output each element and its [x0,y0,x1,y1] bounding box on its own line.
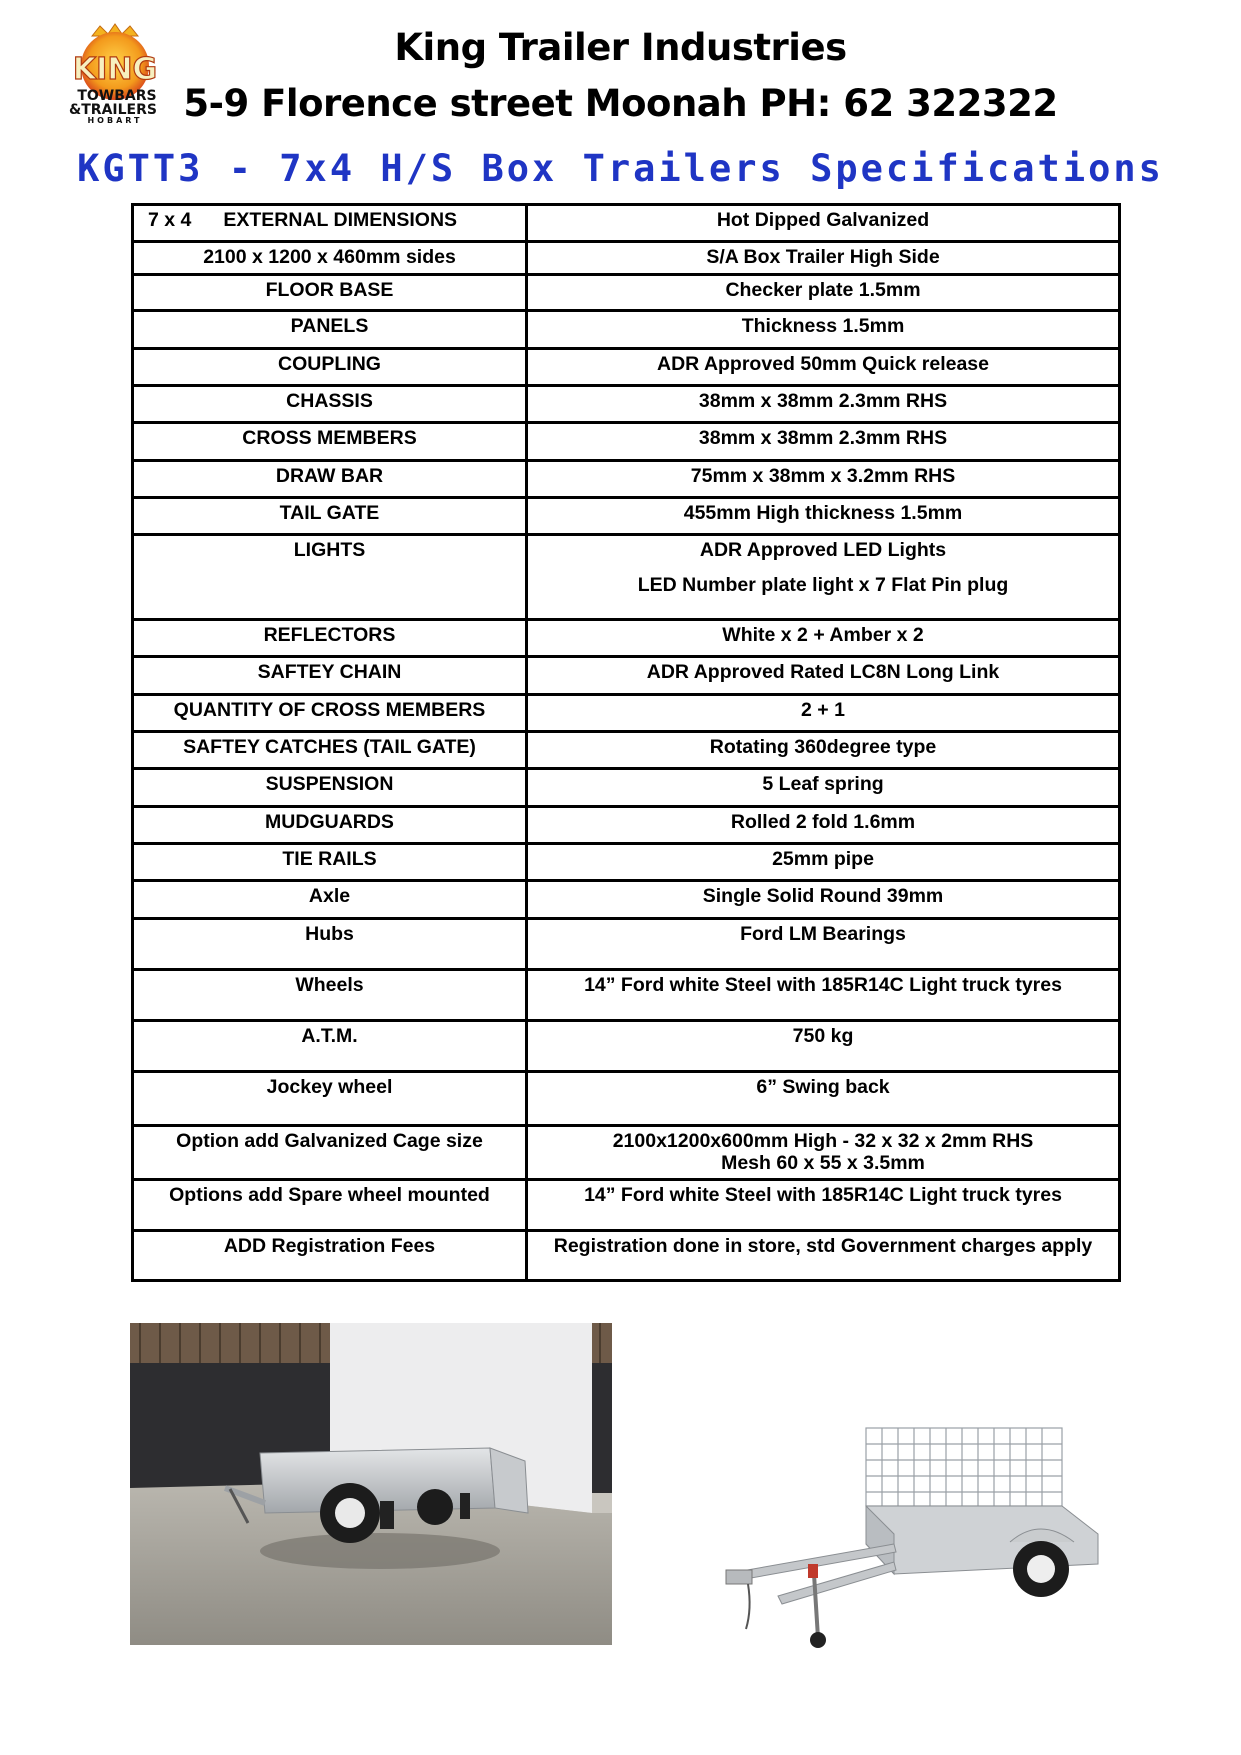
table-row [133,732,1120,769]
spec-value: 75mm x 38mm x 3.2mm RHS [527,461,1120,498]
spec-value: 25mm pipe [527,844,1120,881]
spec-label: Options add Spare wheel mounted [133,1180,527,1231]
spec-label: ADD Registration Fees [133,1231,527,1281]
spec-value: 38mm x 38mm 2.3mm RHS [527,386,1120,423]
spec-label: LIGHTS [133,535,527,620]
spec-value: Registration done in store, std Government charges apply [527,1231,1120,1281]
spec-label: Hubs [133,919,527,970]
spec-label: SAFTEY CATCHES (TAIL GATE) [133,732,527,769]
spec-value: 14” Ford white Steel with 185R14C Light truck tyres [527,1180,1120,1231]
box-trailer-photo [130,1323,612,1645]
spec-value: 5 Leaf spring [527,769,1120,807]
spec-label: 7 x 4 EXTERNAL DIMENSIONS [133,205,527,242]
company-name: King Trailer Industries [394,26,847,69]
table-row [133,1021,1120,1072]
logo-hobart-text: HOBART [87,116,143,124]
spec-value-line2: Mesh 60 x 55 x 3.5mm [721,1152,925,1174]
spec-value: 6” Swing back [527,1072,1120,1126]
spec-label: QUANTITY OF CROSS MEMBERS [133,695,527,732]
spec-label: Jockey wheel [133,1072,527,1126]
spec-table [131,203,1121,1282]
spec-label: CROSS MEMBERS [133,423,527,461]
table-row [133,1126,1120,1180]
spec-value: Rolled 2 fold 1.6mm [527,807,1120,844]
table-row [133,423,1120,461]
table-row [133,919,1120,970]
spec-label: Axle [133,881,527,919]
spec-label: MUDGUARDS [133,807,527,844]
spec-label: DRAW BAR [133,461,527,498]
table-row [133,881,1120,919]
spec-value: 2100x1200x600mm High - 32 x 32 x 2mm RHS Mesh 60 x 55 x 3.5mm [527,1126,1120,1180]
spec-value: ADR Approved Rated LC8N Long Link [527,657,1120,695]
spec-value: 14” Ford white Steel with 185R14C Light truck tyres [527,970,1120,1021]
spec-value: White x 2 + Amber x 2 [527,620,1120,657]
spec-label: TIE RAILS [133,844,527,881]
company-address: 5-9 Florence street Moonah PH: 62 322322 [183,82,1058,125]
table-row [133,657,1120,695]
table-row [133,386,1120,423]
table-row [133,242,1120,275]
spec-label: REFLECTORS [133,620,527,657]
spec-value: Checker plate 1.5mm [527,275,1120,311]
logo-trailers-text: &TRAILERS [69,102,157,118]
spec-value: 455mm High thickness 1.5mm [527,498,1120,535]
logo-towbars-text: TOWBARS [77,88,157,104]
table-row [133,349,1120,386]
spec-label: COUPLING [133,349,527,386]
spec-label: FLOOR BASE [133,275,527,311]
table-row [133,620,1120,657]
table-row [133,461,1120,498]
page-title: KGTT3 - 7x4 H/S Box Trailers Specifications [77,147,1164,190]
table-row [133,498,1120,535]
spec-label: A.T.M. [133,1021,527,1072]
spec-value: Thickness 1.5mm [527,311,1120,349]
spec-value: S/A Box Trailer High Side [527,242,1120,275]
spec-label: 2100 x 1200 x 460mm sides [133,242,527,275]
spec-value: 2 + 1 [527,695,1120,732]
logo-king-text: KING [72,52,158,87]
spec-value: ADR Approved 50mm Quick release [527,349,1120,386]
spec-value: Rotating 360degree type [527,732,1120,769]
spec-label: SAFTEY CHAIN [133,657,527,695]
table-row [133,1180,1120,1231]
table-row [133,695,1120,732]
spec-value: 750 kg [527,1021,1120,1072]
spec-label: Wheels [133,970,527,1021]
table-row [133,535,1120,620]
spec-label: SUSPENSION [133,769,527,807]
spec-label: PANELS [133,311,527,349]
table-row [133,970,1120,1021]
spec-label: TAIL GATE [133,498,527,535]
spec-value-line2: LED Number plate light x 7 Flat Pin plug [637,574,1009,596]
spec-label: Option add Galvanized Cage size [133,1126,527,1180]
spec-value: 38mm x 38mm 2.3mm RHS [527,423,1120,461]
spec-value: Ford LM Bearings [527,919,1120,970]
table-row [133,311,1120,349]
spec-value: Single Solid Round 39mm [527,881,1120,919]
table-row [133,807,1120,844]
spec-value: Hot Dipped Galvanized [527,205,1120,242]
table-row [133,769,1120,807]
spec-value: ADR Approved LED Lights LED Number plate light x 7 Flat Pin plug [527,535,1120,620]
spec-label: CHASSIS [133,386,527,423]
table-row [133,1072,1120,1126]
table-row [133,205,1120,242]
table-row [133,275,1120,311]
table-row [133,844,1120,881]
caged-trailer-photo [718,1424,1153,1652]
table-row [133,1231,1120,1281]
